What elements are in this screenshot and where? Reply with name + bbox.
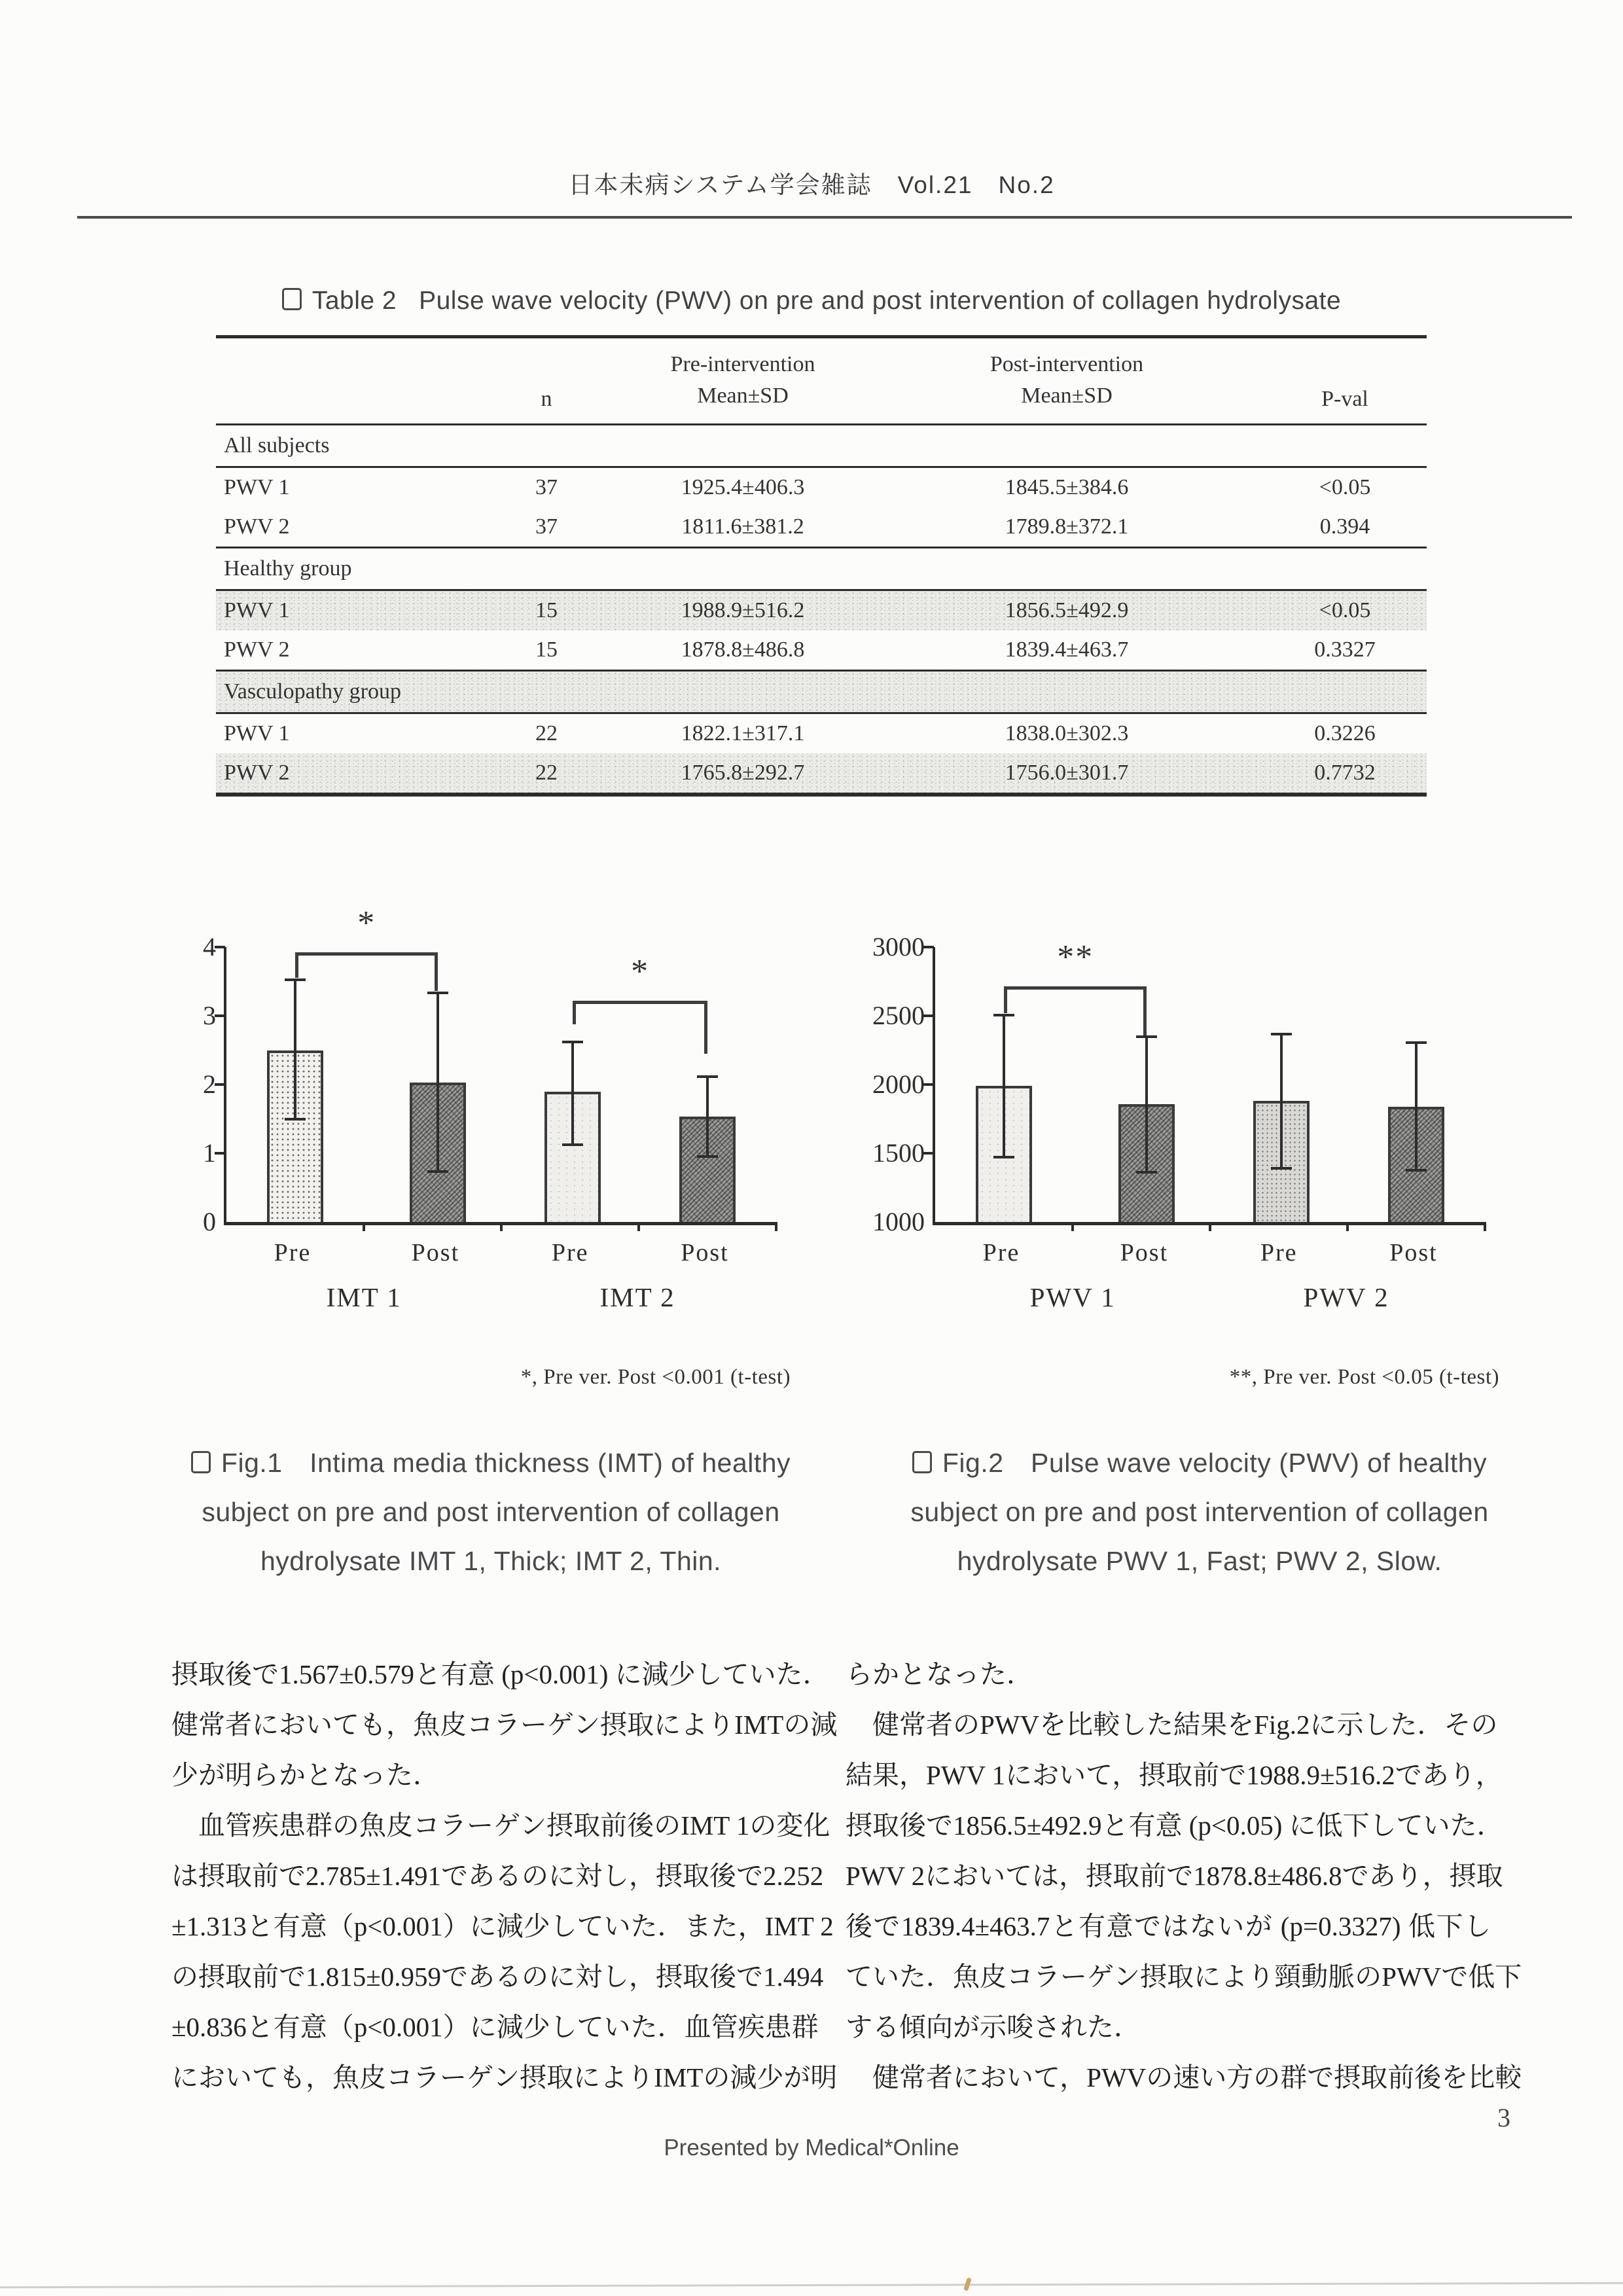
y-tick-label: 4 <box>203 932 216 961</box>
cell-pre: 1925.4±406.3 <box>681 475 805 499</box>
error-bar-cap <box>562 1143 583 1146</box>
body-text-line: PWV 2においては，摂取前で1878.8±486.8であり，摂取 <box>846 1861 1503 1891</box>
y-tick-mark <box>215 1083 225 1086</box>
body-text-line: 血管疾患群の魚皮コラーゲン摂取前後のIMT 1の変化 <box>171 1810 830 1840</box>
caption-line: subject on pre and post intervention of collagen <box>910 1497 1489 1527</box>
row-label: PWV 1 <box>224 598 290 622</box>
col-header-post <box>870 337 1263 425</box>
x-axis-label: Post <box>411 1239 460 1266</box>
significance-bracket-end <box>295 952 298 978</box>
cell-n: 37 <box>535 514 558 539</box>
y-tick-mark <box>923 1152 934 1155</box>
x-tick-mark <box>637 1222 640 1231</box>
caption-line <box>164 1439 818 1488</box>
y-tick-mark <box>215 1014 225 1017</box>
body-text-line: 摂取後で1856.5±492.9と有意 (p<0.05) に低下していた． <box>846 1810 1504 1840</box>
x-axis-label: Post <box>1389 1239 1438 1266</box>
group-label: IMT 2 <box>599 1282 675 1312</box>
table-section-row <box>216 548 1427 590</box>
x-axis-label: Post <box>1120 1239 1169 1266</box>
caption-line <box>872 1439 1527 1488</box>
caption-line: subject on pre and post intervention of collagen <box>202 1497 780 1527</box>
fig1-plot-area <box>224 905 776 1225</box>
error-bar-cap <box>1406 1041 1427 1044</box>
row-label: PWV 2 <box>224 761 290 785</box>
error-bar-cap <box>1136 1171 1157 1174</box>
body-text-line: 後で1839.4±463.7と有意ではないが (p=0.3327) 低下し <box>846 1911 1491 1941</box>
cell-pval: 0.3226 <box>1314 721 1376 745</box>
cell-pval: 0.3327 <box>1314 637 1376 662</box>
y-tick-label: 1 <box>203 1138 216 1168</box>
cell-post: 1856.5±492.9 <box>1005 598 1129 622</box>
x-tick-mark <box>1346 1222 1349 1231</box>
caption-text: Fig.2 Pulse wave velocity (PWV) of healthy <box>942 1448 1488 1478</box>
fig2-footnote: **, Pre ver. Post <0.05 (t-test) <box>1229 1365 1499 1389</box>
col-header-pre-line2: Mean±SD <box>697 384 789 408</box>
x-axis-label: Pre <box>1260 1239 1298 1266</box>
cell-n: 22 <box>535 721 558 745</box>
y-tick-mark <box>923 946 934 948</box>
significance-bracket-end <box>435 952 438 991</box>
error-bar-cap <box>427 1170 448 1173</box>
x-tick-mark <box>1071 1222 1074 1231</box>
cell-n: 15 <box>535 637 558 662</box>
row-label: PWV 1 <box>224 721 290 745</box>
table-section-row <box>216 425 1427 467</box>
body-text-line: 少が明らかとなった． <box>171 1760 440 1790</box>
table-title <box>0 287 1623 315</box>
y-tick-label: 3000 <box>872 932 925 961</box>
body-text-line: ±0.836と有意（p<0.001）に減少していた．血管疾患群 <box>171 2012 819 2042</box>
group-label: IMT 1 <box>326 1282 402 1312</box>
journal-header: 日本未病システム学会雑誌 Vol.21 No.2 <box>568 171 1055 198</box>
table-title-text: Pulse wave velocity (PWV) on pre and post intervention of collagen hydrolysate <box>419 287 1342 315</box>
cell-pval: 0.7732 <box>1314 761 1376 785</box>
group-label: PWV 1 <box>1029 1282 1116 1312</box>
table-title-label: Table 2 <box>312 287 397 315</box>
error-bar <box>1280 1034 1283 1168</box>
x-tick-mark <box>775 1222 777 1231</box>
cell-pval: 0.394 <box>1319 514 1370 539</box>
significance-bracket-end <box>573 1001 576 1024</box>
significance-bracket <box>573 1001 707 1004</box>
error-bar-cap <box>427 992 448 994</box>
cell-n: 22 <box>535 761 558 785</box>
y-tick-label: 1000 <box>872 1207 925 1236</box>
col-header-post-line2: Mean±SD <box>1021 384 1113 408</box>
col-header-blank <box>216 337 478 425</box>
error-bar-cap <box>285 1118 306 1121</box>
error-bar-cap <box>697 1075 718 1078</box>
table-header-row <box>216 337 1427 425</box>
x-tick-mark <box>1484 1222 1486 1231</box>
fig2-bar-chart <box>872 903 1527 1630</box>
error-bar <box>706 1077 709 1157</box>
cell-pval: <0.05 <box>1319 475 1371 499</box>
cell-post: 1839.4±463.7 <box>1005 637 1129 662</box>
body-text-line: ていた．魚皮コラーゲン摂取により頸動脈のPWVで低下 <box>846 1962 1522 1992</box>
fig2-plot-area <box>933 938 1485 1225</box>
significance-bracket-end <box>704 1001 707 1054</box>
table-row <box>216 713 1427 754</box>
significance-bracket-end <box>1143 986 1147 1036</box>
y-tick-mark <box>923 1083 934 1086</box>
table-row <box>216 507 1427 548</box>
x-axis-label: Pre <box>274 1239 312 1266</box>
table-row <box>216 753 1427 795</box>
group-label: PWV 2 <box>1303 1282 1389 1312</box>
x-tick-mark <box>363 1222 365 1231</box>
x-axis-label: Post <box>681 1239 729 1266</box>
caption-line: hydrolysate IMT 1, Thick; IMT 2, Thin. <box>260 1546 722 1576</box>
body-text-line: 健常者のPWVを比較した結果をFig.2に示した．その <box>846 1710 1498 1740</box>
error-bar-cap <box>285 978 306 981</box>
body-text-line: ±1.313と有意（p<0.001）に減少していた．また，IMT 2 <box>171 1911 834 1941</box>
significance-bracket <box>295 952 438 956</box>
significance-bracket-end <box>1004 986 1007 1013</box>
table-section-row <box>216 671 1427 713</box>
caption-text: Fig.1 Intima media thickness (IMT) of healthy <box>221 1448 791 1478</box>
cell-pre: 1765.8±292.7 <box>681 761 805 785</box>
cell-pre: 1988.9±516.2 <box>681 598 805 622</box>
y-tick-mark <box>215 946 225 948</box>
cell-pval: <0.05 <box>1319 598 1371 622</box>
col-header-n: n <box>478 337 615 425</box>
table-section-label: Vasculopathy group <box>216 671 1427 713</box>
significance-label: * <box>631 952 650 990</box>
cell-post: 1789.8±372.1 <box>1005 514 1129 539</box>
col-header-post-line1: Post-intervention <box>990 352 1144 376</box>
row-label: PWV 2 <box>224 637 290 662</box>
error-bar-cap <box>1136 1035 1157 1038</box>
square-bullet-icon <box>912 1451 932 1473</box>
fig1-caption <box>164 1439 818 1586</box>
significance-bracket <box>1004 986 1147 990</box>
x-axis-label: Pre <box>982 1239 1020 1266</box>
cell-pre: 1822.1±317.1 <box>681 721 805 745</box>
error-bar <box>1003 1015 1005 1157</box>
error-bar-cap <box>1271 1033 1292 1035</box>
y-tick-mark <box>923 1014 934 1017</box>
error-bar-cap <box>993 1156 1014 1158</box>
y-tick-label: 0 <box>203 1207 216 1236</box>
col-header-pre <box>615 337 870 425</box>
y-tick-label: 3 <box>203 1001 216 1030</box>
error-bar-cap <box>562 1041 583 1043</box>
cell-post: 1845.5±384.6 <box>1005 475 1129 499</box>
body-text-line: においても，魚皮コラーゲン摂取によりIMTの減少が明 <box>171 2062 838 2092</box>
y-tick-mark <box>215 1152 225 1155</box>
x-axis-label: Pre <box>551 1239 589 1266</box>
cell-n: 37 <box>535 475 558 499</box>
error-bar-cap <box>697 1155 718 1158</box>
row-label: PWV 2 <box>224 514 290 539</box>
col-header-pre-line1: Pre-intervention <box>670 352 815 376</box>
error-bar <box>571 1042 574 1145</box>
body-text-line: らかとなった． <box>846 1659 1033 1689</box>
page-number: 3 <box>1497 2103 1510 2132</box>
table-row <box>216 630 1427 671</box>
error-bar <box>437 993 439 1172</box>
significance-label: ** <box>1057 938 1094 976</box>
error-bar <box>1415 1043 1418 1170</box>
cell-post: 1838.0±302.3 <box>1005 721 1129 745</box>
body-text-right-column <box>846 1649 1522 2103</box>
table-section-label: Healthy group <box>216 548 1427 590</box>
cell-pre: 1811.6±381.2 <box>681 514 804 539</box>
error-bar-cap <box>1271 1167 1292 1170</box>
fig1-footnote: *, Pre ver. Post <0.001 (t-test) <box>520 1365 791 1389</box>
significance-label: * <box>357 905 376 942</box>
fig1-bar-chart <box>164 903 818 1630</box>
square-bullet-icon <box>282 288 302 310</box>
body-text-line: 健常者において，PWVの速い方の群で摂取前後を比較 <box>846 2062 1522 2092</box>
x-tick-mark <box>500 1222 503 1231</box>
table-row <box>216 467 1427 508</box>
y-tick-label: 2000 <box>872 1069 925 1099</box>
y-tick-label: 2500 <box>872 1001 925 1030</box>
pwv-table <box>216 335 1427 797</box>
row-label: PWV 1 <box>224 475 290 499</box>
body-text-line: 結果，PWV 1において，摂取前で1988.9±516.2であり， <box>846 1760 1503 1790</box>
body-text-left-column <box>171 1649 838 2103</box>
body-text-line: 摂取後で1.567±0.579と有意 (p<0.001) に減少していた． <box>171 1659 830 1689</box>
y-tick-label: 2 <box>203 1069 216 1099</box>
square-bullet-icon <box>191 1451 211 1473</box>
x-tick-mark <box>1209 1222 1211 1231</box>
table-row <box>216 590 1427 631</box>
cell-pre: 1878.8±486.8 <box>681 637 805 662</box>
error-bar-cap <box>1406 1169 1427 1172</box>
body-text-line: の摂取前で1.815±0.959であるのに対し，摂取後で1.494 <box>171 1962 824 1992</box>
cell-n: 15 <box>535 598 558 622</box>
body-text-line: 健常者においても，魚皮コラーゲン摂取によりIMTの減 <box>171 1710 838 1740</box>
col-header-pval: P-val <box>1263 337 1427 425</box>
error-bar <box>1145 1037 1148 1172</box>
table-section-label: All subjects <box>216 425 1427 467</box>
fig2-caption <box>872 1439 1527 1586</box>
body-text-line: する傾向が示唆された． <box>846 2012 1141 2042</box>
footer-credit: Presented by Medical*Online <box>664 2135 959 2161</box>
error-bar-cap <box>993 1014 1014 1016</box>
error-bar <box>294 980 296 1119</box>
body-text-line: は摂取前で2.785±1.491であるのに対し，摂取後で2.252 <box>171 1861 824 1891</box>
scan-edge-line <box>0 2282 1623 2289</box>
header-rule <box>77 216 1572 219</box>
cell-post: 1756.0±301.7 <box>1005 761 1129 785</box>
caption-line: hydrolysate PWV 1, Fast; PWV 2, Slow. <box>957 1546 1442 1576</box>
y-tick-label: 1500 <box>872 1138 925 1168</box>
